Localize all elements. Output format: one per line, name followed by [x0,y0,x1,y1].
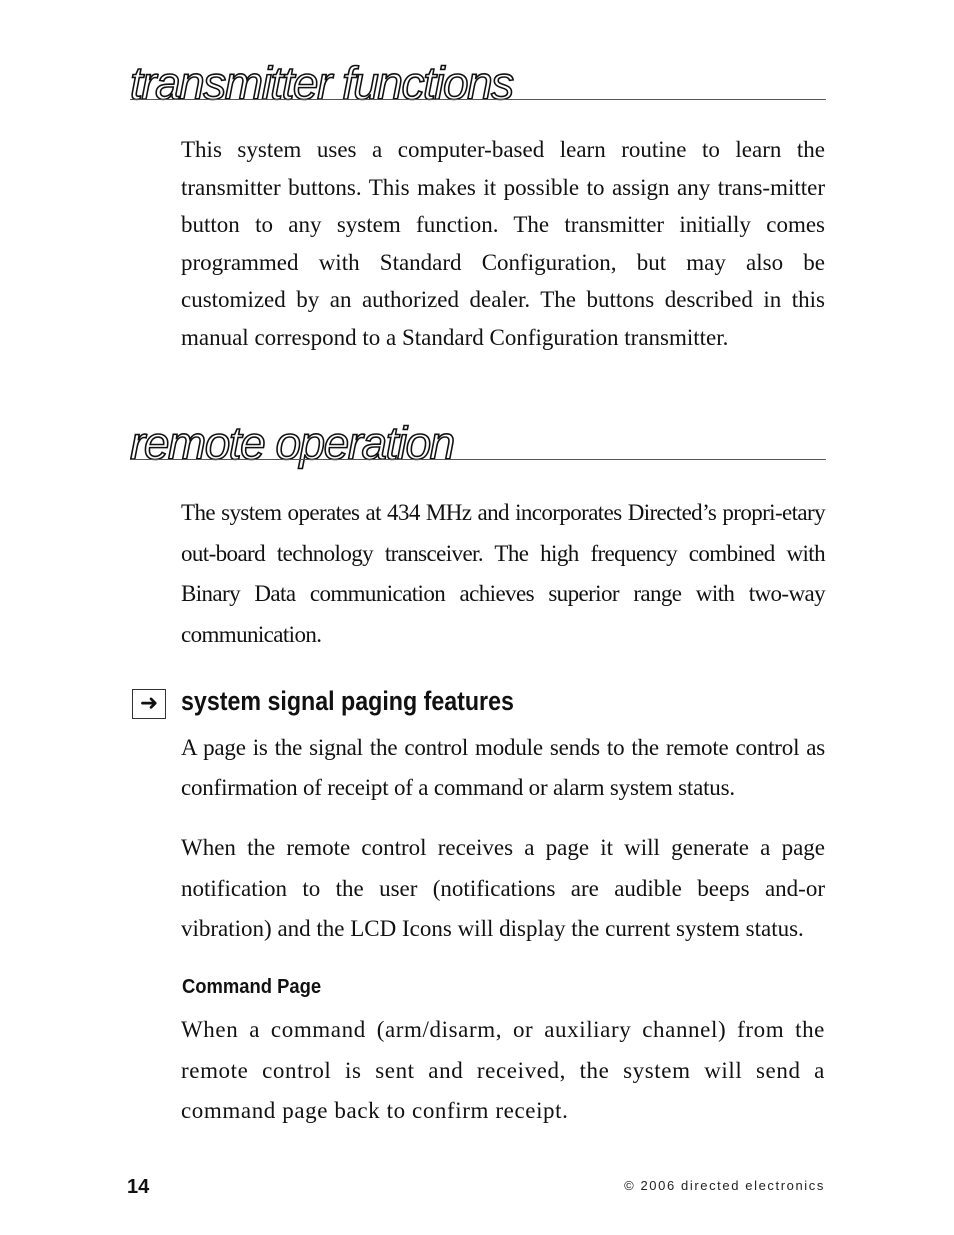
section-title-transmitter-functions: transmitter functions [130,57,513,109]
page-number: 14 [127,1176,150,1198]
command-page-title: Command Page [182,976,322,998]
command-page-paragraph: When a command (arm/disarm, or auxiliary channel) from the remote control is sent and received, the system will send a command page back to confirm receipt. [181,1017,825,1123]
copyright-notice: © 2006 directed electronics [624,1178,825,1193]
arrow-right-icon: ➜ [132,689,166,719]
section-rule [130,459,826,460]
transmitter-functions-paragraph: This system uses a computer-based learn routine to learn the transmitter buttons. This makes it possible to assign any trans-mitter button to any system function. The transmitter initially comes programmed with Standard Configuration, but may also be customized by an authorized dealer. The buttons described in this manual correspond to a Standard Configuration transmitter. [181,137,825,350]
subsection-title: system signal paging features [181,686,514,716]
section-rule [130,99,826,100]
section-title-remote-operation: remote operation [130,417,454,469]
remote-operation-paragraph: The system operates at 434 MHz and incorporates Directed’s propri-etary out-board technology transceiver. The high frequency combined with Binary Data communication achieves superior range with two-way communication. [181,500,825,647]
paging-paragraph-2: When the remote control receives a page it will generate a page notification to the user (notifications are audible beeps and-or vibration) and the LCD Icons will display the current system status. [181,835,825,941]
paging-paragraph-1: A page is the signal the control module sends to the remote control as confirmation of receipt of a command or alarm system status. [181,735,825,800]
